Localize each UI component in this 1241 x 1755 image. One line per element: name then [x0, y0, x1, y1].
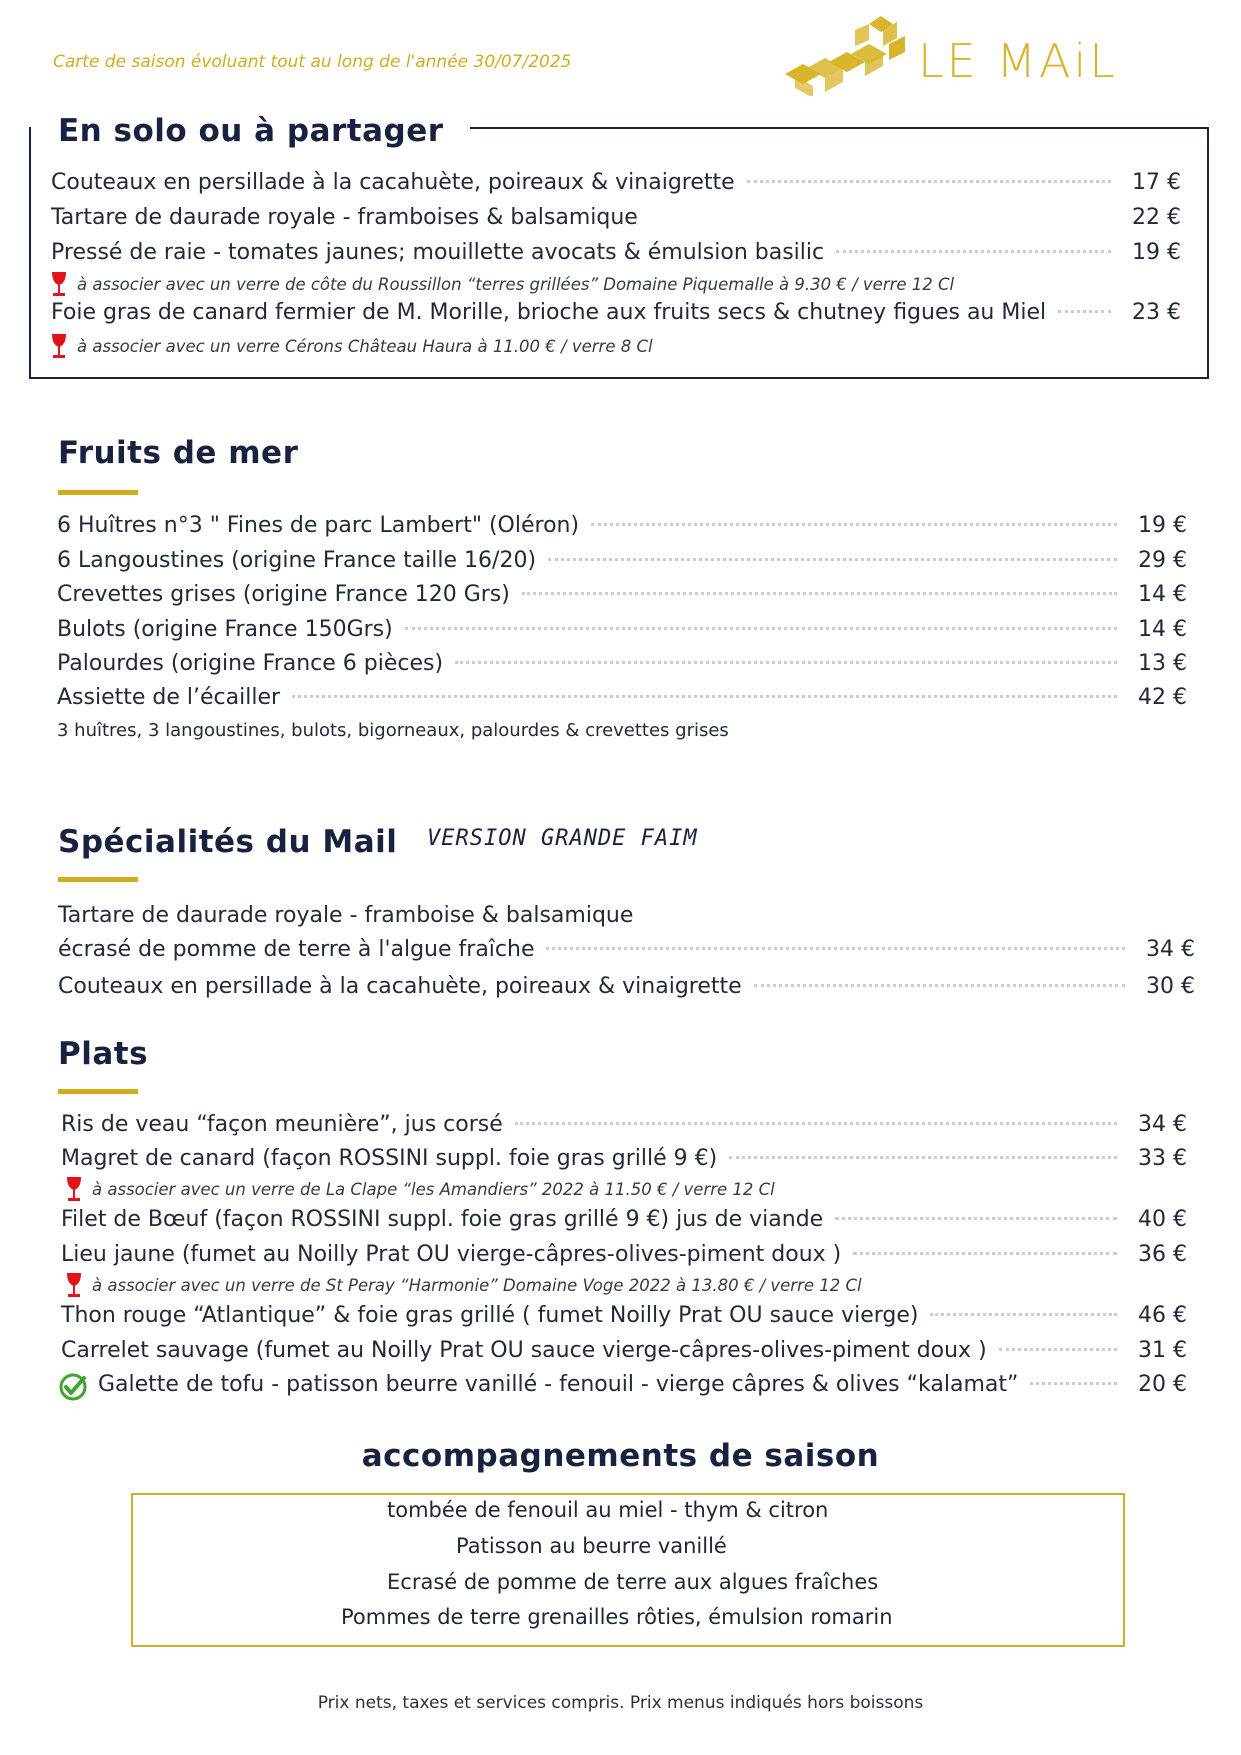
item-price: 22 € [1132, 205, 1181, 230]
footer-note: Prix nets, taxes et services compris. Prix menus indiqués hors boissons [317, 1693, 924, 1713]
item-name: Couteaux en persillade à la cacahuète, poireaux & vinaigrette [58, 974, 742, 999]
item-price: 29 € [1138, 548, 1187, 573]
menu-item [61, 1207, 1187, 1232]
item-name: Couteaux en persillade à la cacahuète, poireaux & vinaigrette [51, 170, 735, 195]
brand-name: LE MAiL [918, 34, 1118, 88]
item-name: Ris de veau “façon meunière”, jus corsé [61, 1112, 503, 1137]
menu-item [51, 300, 1181, 325]
specials-tag: VERSION GRANDE FAIM [427, 826, 698, 851]
item-price: 34 € [1146, 937, 1195, 962]
item-name: 6 Langoustines (origine France taille 16/20) [57, 548, 537, 573]
menu-item [57, 582, 1187, 607]
wine-pairing [64, 1272, 862, 1298]
item-price: 40 € [1138, 1207, 1187, 1232]
menu-item [57, 617, 1187, 642]
item-name: Foie gras de canard fermier de M. Morille, brioche aux fruits secs & chutney figues au Miel [51, 300, 1047, 325]
item-name: Thon rouge “Atlantique” & foie gras grillé ( fumet Noilly Prat OU sauce vierge) [61, 1303, 919, 1328]
wine-pairing-text: à associer avec un verre de St Peray “Harmonie” Domaine Voge 2022 à 13.80 € / verre 12 Cl [92, 1275, 862, 1295]
menu-item [58, 937, 1195, 962]
wine-pairing-text: à associer avec un verre de La Clape “les Amandiers” 2022 à 11.50 € / verre 12 Cl [92, 1179, 775, 1199]
menu-item [51, 170, 1181, 195]
side-dish: Ecrasé de pomme de terre aux algues fraîches [387, 1570, 879, 1594]
menu-item [57, 651, 1187, 676]
item-price: 20 € [1138, 1372, 1187, 1397]
item-name: Tartare de daurade royale - framboises & balsamique [51, 205, 638, 230]
item-name: Filet de Bœuf (façon ROSSINI suppl. foie gras grillé 9 €) jus de viande [61, 1207, 824, 1232]
wine-pairing-text: à associer avec un verre de côte du Roussillon “terres grillées” Domaine Piquemalle à 9.30 € / verre 12 Cl [77, 274, 955, 294]
wine-glass-icon [49, 271, 69, 297]
menu-item [51, 240, 1181, 265]
menu-item [61, 1303, 1187, 1328]
wine-glass-icon [64, 1176, 84, 1202]
item-price: 46 € [1138, 1303, 1187, 1328]
specials-title: Spécialités du Mail [58, 824, 398, 860]
item-price: 13 € [1138, 651, 1187, 676]
item-name: Palourdes (origine France 6 pièces) [57, 651, 444, 676]
item-price: 19 € [1132, 240, 1181, 265]
season-tagline: Carte de saison évoluant tout au long de l'année 30/07/2025 [53, 52, 572, 72]
item-price: 42 € [1138, 685, 1187, 710]
platter-contents: 3 huîtres, 3 langoustines, bulots, bigorneaux, palourdes & crevettes grises [57, 720, 729, 741]
item-name: écrasé de pomme de terre à l'algue fraîche [58, 937, 535, 962]
item-price: 14 € [1138, 617, 1187, 642]
side-dish: Patisson au beurre vanillé [456, 1534, 727, 1558]
wine-glass-icon [49, 333, 69, 359]
item-name: 6 Huîtres n°3 " Fines de parc Lambert" (Oléron) [57, 513, 580, 538]
wine-pairing [64, 1176, 775, 1202]
solo-title: En solo ou à partager [58, 113, 444, 149]
menu-item [61, 1338, 1187, 1363]
menu-item [57, 513, 1187, 538]
menu-item [58, 974, 1195, 999]
side-dish: tombée de fenouil au miel - thym & citron [387, 1498, 829, 1522]
plats-title: Plats [58, 1036, 149, 1072]
wine-glass-icon [64, 1272, 84, 1298]
item-name: Magret de canard (façon ROSSINI suppl. foie gras grillé 9 €) [61, 1146, 718, 1171]
side-dish: Pommes de terre grenailles rôties, émulsion romarin [341, 1605, 893, 1629]
menu-item [61, 1112, 1187, 1137]
item-name: Pressé de raie - tomates jaunes; mouillette avocats & émulsion basilic [51, 240, 825, 265]
item-price: 36 € [1138, 1242, 1187, 1267]
sides-title: accompagnements de saison [361, 1438, 880, 1474]
item-price: 31 € [1138, 1338, 1187, 1363]
section-underline [58, 490, 138, 495]
section-underline [58, 1089, 138, 1094]
menu-item [61, 1146, 1187, 1171]
item-price: 34 € [1138, 1112, 1187, 1137]
item-name: Lieu jaune (fumet au Noilly Prat OU vierge-câpres-olives-piment doux ) [61, 1242, 842, 1267]
item-price: 30 € [1146, 974, 1195, 999]
item-name: Carrelet sauvage (fumet au Noilly Prat OU sauce vierge-câpres-olives-piment doux ) [61, 1338, 987, 1363]
menu-item [57, 548, 1187, 573]
item-name: Bulots (origine France 150Grs) [57, 617, 393, 642]
solo-frame-top [470, 127, 1207, 129]
item-price: 23 € [1132, 300, 1181, 325]
item-price: 19 € [1138, 513, 1187, 538]
menu-item [51, 205, 1181, 230]
wine-pairing [49, 271, 954, 297]
item-name: Assiette de l’écailler [57, 685, 281, 710]
item-price: 14 € [1138, 582, 1187, 607]
menu-item [61, 1242, 1187, 1267]
wine-pairing-text: à associer avec un verre Cérons Château Haura à 11.00 € / verre 8 Cl [77, 336, 653, 356]
menu-item [58, 1372, 1187, 1402]
seafood-title: Fruits de mer [58, 435, 299, 471]
section-underline [58, 877, 138, 882]
special-item-line1: Tartare de daurade royale - framboise & balsamique [58, 903, 634, 928]
menu-item [57, 685, 1187, 710]
item-price: 17 € [1132, 170, 1181, 195]
wine-pairing [49, 333, 653, 359]
item-name: Crevettes grises (origine France 120 Grs) [57, 582, 510, 607]
item-name: Galette de tofu - patisson beurre vanillé - fenouil - vierge câpres & olives “kalamat” [98, 1372, 1019, 1397]
item-price: 33 € [1138, 1146, 1187, 1171]
vegetarian-check-icon [58, 1372, 88, 1402]
